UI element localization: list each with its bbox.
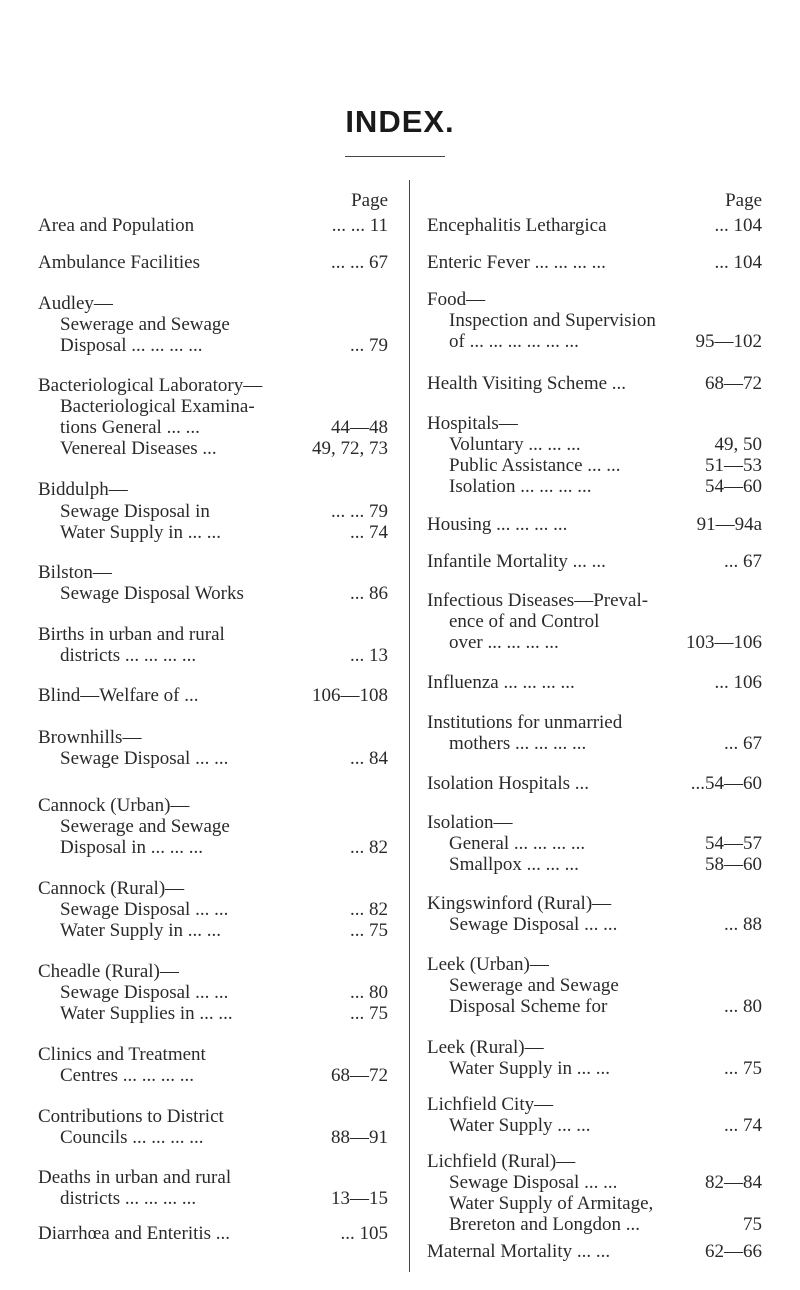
index-heading: Hospitals— [427, 413, 518, 434]
index-heading: Cannock (Urban)— [38, 795, 190, 816]
index-entry: Encephalitis Lethargica ... 104 [427, 215, 762, 236]
index-heading: Lichfield City— [427, 1094, 554, 1115]
index-heading: Leek (Rural)— [427, 1037, 544, 1058]
index-entry: Enteric Fever ... ... ... ... ... 104 [427, 252, 762, 273]
page-title: INDEX. [345, 104, 455, 139]
index-subentry: districts ... ... ... ... 13—15 [60, 1188, 388, 1209]
index-subentry: Voluntary ... ... ... 49, 50 [449, 434, 762, 455]
index-heading: Cheadle (Rural)— [38, 961, 179, 982]
index-subentry: Isolation ... ... ... ... 54—60 [449, 476, 762, 497]
index-subentry: Sewage Disposal in ... ... 79 [60, 501, 388, 522]
index-heading: Brownhills— [38, 727, 142, 748]
index-entry: Blind—Welfare of ... 106—108 [38, 685, 388, 706]
index-subentry: Centres ... ... ... ... 68—72 [60, 1065, 388, 1086]
index-heading: Bacteriological Laboratory— [38, 375, 263, 396]
index-subentry: Water Supply in ... ... ... 75 [449, 1058, 762, 1079]
index-heading: Deaths in urban and rural [38, 1167, 232, 1188]
index-subentry: Venereal Diseases ... 49, 72, 73 [60, 438, 388, 459]
column-divider [409, 180, 410, 1272]
index-heading: Isolation— [427, 812, 513, 833]
index-subentry: Water Supplies in ... ... ... 75 [60, 1003, 388, 1024]
index-heading: Births in urban and rural [38, 624, 225, 645]
index-heading: Clinics and Treatment [38, 1044, 206, 1065]
index-entry: Isolation Hospitals ... ...54—60 [427, 773, 762, 794]
page-column-label: Page [725, 190, 762, 211]
index-subentry: Inspection and Supervision [449, 310, 656, 331]
index-heading: Audley— [38, 293, 113, 314]
index-entry: Housing ... ... ... ... 91—94a [427, 514, 762, 535]
index-subentry: ence of and Control [449, 611, 600, 632]
index-subentry: Sewerage and Sewage [60, 314, 230, 335]
index-entry: Area and Population ... ... 11 [38, 215, 388, 236]
index-entry: Infantile Mortality ... ... ... 67 [427, 551, 762, 572]
index-subentry: Disposal ... ... ... ... ... 79 [60, 335, 388, 356]
index-subentry: General ... ... ... ... 54—57 [449, 833, 762, 854]
index-heading: Lichfield (Rural)— [427, 1151, 576, 1172]
index-subentry: Sewage Disposal ... ... 82—84 [449, 1172, 762, 1193]
index-subentry: Sewage Disposal ... ... ... 84 [60, 748, 388, 769]
index-subentry: of ... ... ... ... ... ... 95—102 [449, 331, 762, 352]
index-subentry: mothers ... ... ... ... ... 67 [449, 733, 762, 754]
index-subentry: Water Supply in ... ... ... 74 [60, 522, 388, 543]
index-heading: Contributions to District [38, 1106, 224, 1127]
index-subentry: Smallpox ... ... ... 58—60 [449, 854, 762, 875]
index-subentry: Councils ... ... ... ... 88—91 [60, 1127, 388, 1148]
index-heading: Kingswinford (Rural)— [427, 893, 612, 914]
index-subentry: Brereton and Longdon ... 75 [449, 1214, 762, 1235]
index-subentry: Water Supply of Armitage, [449, 1193, 654, 1214]
title-rule [345, 156, 445, 157]
index-subentry: Sewerage and Sewage [60, 816, 230, 837]
index-heading: Infectious Diseases—Preval- [427, 590, 649, 611]
index-subentry: Sewage Disposal ... ... ... 82 [60, 899, 388, 920]
index-entry: Health Visiting Scheme ... 68—72 [427, 373, 762, 394]
index-heading: Bilston— [38, 562, 112, 583]
index-entry: Maternal Mortality ... ... 62—66 [427, 1241, 762, 1262]
index-heading: Institutions for unmarried [427, 712, 623, 733]
index-entry: Ambulance Facilities ... ... 67 [38, 252, 388, 273]
index-subentry: Sewage Disposal Works ... 86 [60, 583, 388, 604]
index-subentry: Public Assistance ... ... 51—53 [449, 455, 762, 476]
index-subentry: Sewage Disposal ... ... ... 80 [60, 982, 388, 1003]
index-subentry: Sewage Disposal ... ... ... 88 [449, 914, 762, 935]
index-heading: Biddulph— [38, 479, 128, 500]
index-subentry: Water Supply ... ... ... 74 [449, 1115, 762, 1136]
index-heading: Leek (Urban)— [427, 954, 549, 975]
page-column-label: Page [351, 190, 388, 211]
index-heading: Food— [427, 289, 486, 310]
index-subentry: over ... ... ... ... 103—106 [449, 632, 762, 653]
index-subentry: Disposal in ... ... ... ... 82 [60, 837, 388, 858]
index-subentry: Bacteriological Examina- [60, 396, 255, 417]
index-entry: Diarrhœa and Enteritis ... ... 105 [38, 1223, 388, 1244]
index-heading: Cannock (Rural)— [38, 878, 185, 899]
index-subentry: tions General ... ... 44—48 [60, 417, 388, 438]
index-subentry: districts ... ... ... ... ... 13 [60, 645, 388, 666]
index-subentry: Water Supply in ... ... ... 75 [60, 920, 388, 941]
index-subentry: Disposal Scheme for ... 80 [449, 996, 762, 1017]
index-entry: Influenza ... ... ... ... ... 106 [427, 672, 762, 693]
index-subentry: Sewerage and Sewage [449, 975, 619, 996]
